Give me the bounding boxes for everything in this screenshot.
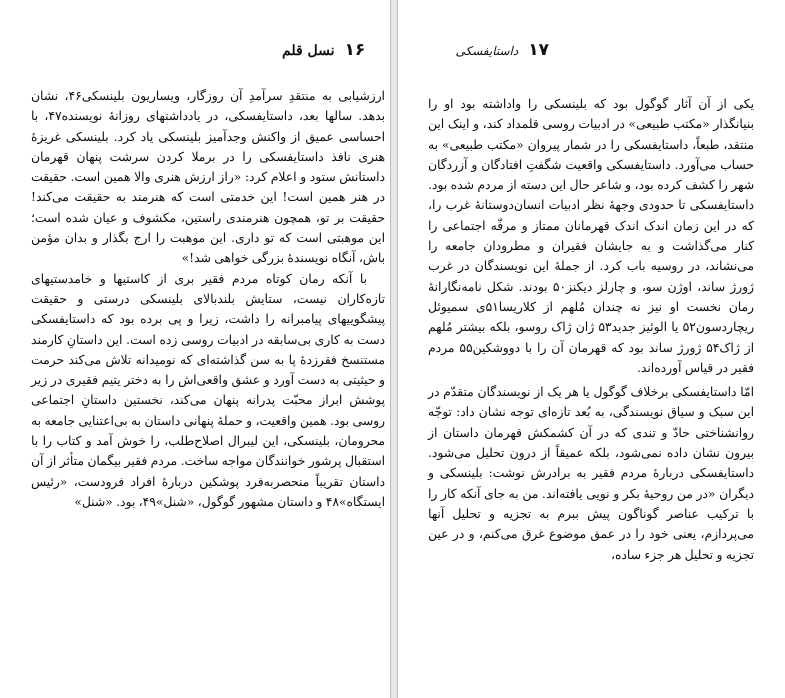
right-paragraph-2: امّا داستایفسکی برخلاف گوگول یا هر یک از نویسندگان متقدّم در این سبک و سیاق نویسندگی، به بُعد تازه‌ای توجه نشان داد: توجّه روانشناختی حادّ و تندی که در آن کشمکش قهرمان داستان از بیرون نشان داده نمی‌شود، بلکه عمیقاً از درون تحلیل می‌شود. داستایفسکی دربارهٔ مردم فقیر به برادرش نوشت: بلینسکی و دیگران «در من روحیهٔ بکر و نویی یافته‌اند. من به جای آنکه کار را با ترکیب عناصر گوناگون پیش ببرم به تجزیه و تحلیل آنها می‌پردازم، یعنی خود را در عمق موضوع غرق می‌کنم، و در عین تجزیه و تحلیل هر جزء ساده،	[428, 385, 754, 562]
left-page-body	[31, 86, 385, 512]
left-paragraph-1: ارزشیابی به منتقدِ سرآمدِ آن روزگار، ویساریون بلینسکی۴۶، نشان بدهد. سالها بعد، داستایفسکی، در یادداشتهای روزانهٔ نویسنده۴۷، با احساسی عمیق از واکنش وجدآمیز بلینسکی یاد کرد. بلینسکی غریزهٔ هنری نافذ داستایفسکی را در برملا کردن سرشت پنهان قهرمان داستانش ستود و اعلام کرد: «راز ارزش هنری والا همین است. حقیقت در هنر همین است! این خدمتی است که هنرمند به حقیقت می‌کند! حقیقت بر تو، همچون هنرمندی راستین، مکشوف و عیان شده است؛ این موهبتی است که تو داری. این موهبت را ارج بگذار و بدان مؤمن باش، آنگاه نویسندهٔ بزرگی خواهی شد!»	[31, 89, 385, 266]
left-page-header	[282, 40, 365, 60]
right-page-body	[428, 94, 754, 565]
right-paragraph-1: یکی از آن آثار گوگول بود که بلینسکی را واداشته بود او را بنیانگذار «مکتب طبیعی» در ادبیات روسی قلمداد کند، و اینک این منتقد، طبعاً، داستایفسکی را در شمار پیروان «مکتب طبیعی» به حساب می‌آورد. داستایفسکی واقعیت شگفتِ افتادگان و آزردگان شهر را کشف کرده بود، و شاعر حال این دسته از مردم شده بود. داستایفسکی تا حدودی وجههٔ نظر ادبیات انسان‌دوستانهٔ غرب را، که در این زمان اندک اندک قهرمانان ممتاز و مرفّه اجتماعی را کنار می‌گذاشت و به جایشان فقیران و مطرودان جامعه را می‌نشاند، در روسیه باب کرد. از جملهٔ این نویسندگان در غرب ژورژ ساند، اوژن سو، و چارلز دیکنز۵۰ بودند. شکل نامه‌نگارانهٔ رمان نخست او نیز نه چندان مُلهم از کلاریسا۵۱ی سمیوئل ریچاردسون۵۲ یا الوئیز جدید۵۳ ژان ژاک روسو، بلکه بیشتر مُلهم از ژاک۵۴ ژورژ ساند بود که قهرمان آن را با دووشکین۵۵ مردم فقیر در قیاس آورده‌اند.	[428, 97, 755, 375]
book-gutter	[390, 0, 398, 698]
right-page	[398, 0, 785, 698]
right-running-title: داستایفسکی	[455, 44, 519, 58]
right-page-number: ۱۷	[528, 40, 549, 60]
left-page-number: ۱۶	[344, 40, 366, 60]
right-page-header	[455, 40, 549, 60]
left-paragraph-2: با آنکه رمان کوتاه مردم فقیر بری از کاستیها و خامدستیهای تازه‌کاران نیست، ستایش بلندبالای بلینسکی درستی و حقیقت پیشگوییهای پیامبرانه را داشت، زیرا و پی برده بود که داستایفسکی دست به کاری بی‌سابقه در ادبیات روسی زده است. این داستانِ کارمند مستنسخ فقرزدهٔ پا به سن گذاشته‌ای که نومیدانه تلاش می‌کند حرمت و حیثیتی به دست آورد و عشق واقعی‌اش را به دختر یتیم فقیری در زیر پوشش ابراز محبّت پدرانه پنهان می‌کند، نخستین داستانِ اجتماعی روسی بود. همین واقعیت، و حملهٔ پنهانی داستان به بی‌اعتنایی جامعه به محرومان، بلینسکی، این لیبرال اصلاح‌طلب، را خوش آمد و کتاب را با استقبال پرشور خوانندگان مواجه ساخت. مردم فقیر بیگمان متأثر از آن داستان تقریباً منحصربه‌فرد پوشکین دربارهٔ افراد فرودست، «رئیس ایستگاه»۴۸ و داستان مشهور گوگول، «شنل»۴۹، بود. «شنل»	[31, 271, 385, 509]
left-running-title: نسل قلم	[282, 43, 335, 59]
left-page	[0, 0, 390, 698]
